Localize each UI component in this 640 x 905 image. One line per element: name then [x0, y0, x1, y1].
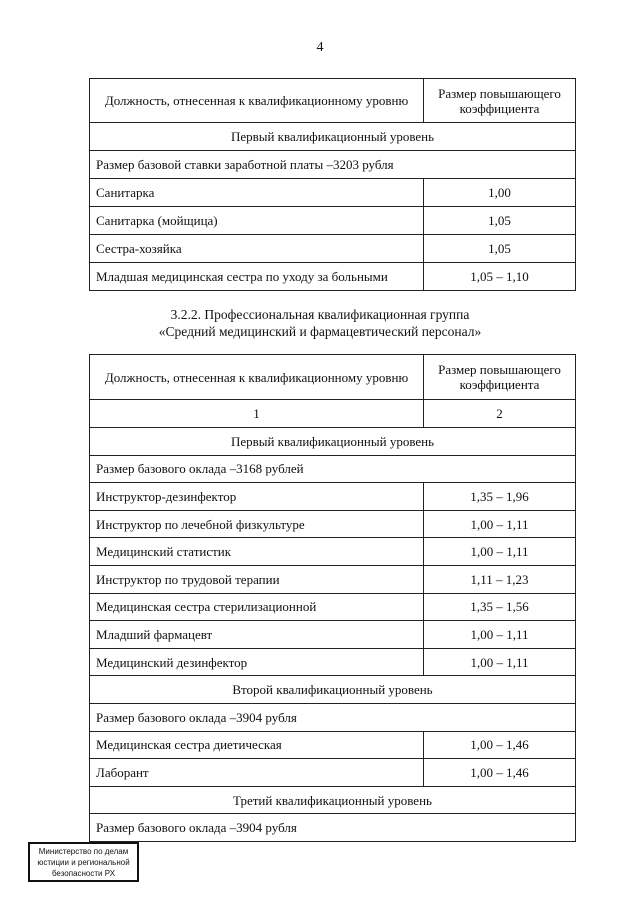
qualification-level-row: [90, 123, 576, 151]
position-name: Младшая медицинская сестра по уходу за больными: [90, 263, 424, 291]
column-number-row: [90, 400, 576, 428]
table-row: [90, 565, 576, 593]
position-name: Медицинский статистик: [90, 538, 424, 566]
qualification-level: Первый квалификационный уровень: [90, 428, 576, 456]
qualification-level-row: [90, 676, 576, 704]
ministry-stamp: [28, 842, 139, 882]
section-title-line-1: 3.2.2. Профессиональная квалификационная группа: [170, 307, 470, 322]
table-row: [90, 510, 576, 538]
position-name: Младший фармацевт: [90, 621, 424, 649]
stamp-line: безопасности РХ: [51, 869, 116, 878]
position-name: Сестра-хозяйка: [90, 235, 424, 263]
coefficient-value: 1,00 – 1,11: [424, 621, 576, 649]
table-row: [90, 538, 576, 566]
coefficient-value: 1,00 – 1,46: [424, 759, 576, 787]
position-name: Медицинский дезинфектор: [90, 648, 424, 676]
table-row: [90, 207, 576, 235]
position-name: Санитарка: [90, 179, 424, 207]
qualification-level: Первый квалификационный уровень: [90, 123, 576, 151]
coefficient-value: 1,05: [424, 235, 576, 263]
table-row: [90, 621, 576, 649]
coefficient-value: 1,35 – 1,96: [424, 483, 576, 511]
qualification-level-row: [90, 428, 576, 456]
position-name: Лаборант: [90, 759, 424, 787]
stamp-line: Министерство по делам: [38, 847, 129, 856]
base-salary-row: [90, 814, 576, 842]
table-row: [90, 759, 576, 787]
base-salary-row: [90, 151, 576, 179]
column-number-2: 2: [424, 400, 576, 428]
table-row: [90, 179, 576, 207]
header-position: Должность, отнесенная к квалификационному уровню: [90, 355, 424, 400]
coefficient-value: 1,05 – 1,10: [424, 263, 576, 291]
position-name: Санитарка (мойщица): [90, 207, 424, 235]
position-name: Медицинская сестра диетическая: [90, 731, 424, 759]
coefficient-value: 1,05: [424, 207, 576, 235]
coefficient-value: 1,35 – 1,56: [424, 593, 576, 621]
table-row: [90, 593, 576, 621]
table-row: [90, 648, 576, 676]
position-name: Инструктор-дезинфектор: [90, 483, 424, 511]
coefficient-value: 1,00 – 1,11: [424, 538, 576, 566]
coefficient-value: 1,00 – 1,11: [424, 648, 576, 676]
stamp-line: юстиции и региональной: [37, 858, 130, 867]
qualification-level: Второй квалификационный уровень: [90, 676, 576, 704]
base-salary-row: [90, 703, 576, 731]
qualification-level: Третий квалификационный уровень: [90, 786, 576, 814]
table-header-row: [90, 79, 576, 123]
coefficient-value: 1,00: [424, 179, 576, 207]
position-name: Инструктор по лечебной физкультуре: [90, 510, 424, 538]
base-salary: Размер базового оклада –3904 рубля: [90, 814, 576, 842]
coefficient-value: 1,00 – 1,11: [424, 510, 576, 538]
header-position: Должность, отнесенная к квалификационному уровню: [90, 79, 424, 123]
base-salary-row: [90, 455, 576, 483]
section-title-line-2: «Средний медицинский и фармацевтический персонал»: [158, 324, 482, 339]
base-salary: Размер базового оклада –3168 рублей: [90, 455, 576, 483]
qualification-table-2: [89, 354, 576, 842]
page-number: 4: [316, 40, 324, 55]
position-name: Медицинская сестра стерилизационной: [90, 593, 424, 621]
table-header-row: [90, 355, 576, 400]
table-row: [90, 263, 576, 291]
table-row: [90, 731, 576, 759]
table-row: [90, 483, 576, 511]
coefficient-value: 1,00 – 1,46: [424, 731, 576, 759]
qualification-table-1: [89, 78, 576, 291]
coefficient-value: 1,11 – 1,23: [424, 565, 576, 593]
section-title: [0, 306, 640, 340]
header-coefficient: Размер повышающего коэффициента: [424, 355, 576, 400]
position-name: Инструктор по трудовой терапии: [90, 565, 424, 593]
base-salary: Размер базового оклада –3904 рубля: [90, 703, 576, 731]
qualification-level-row: [90, 786, 576, 814]
table-row: [90, 235, 576, 263]
base-salary: Размер базовой ставки заработной платы –3203 рубля: [90, 151, 576, 179]
header-coefficient: Размер повышающего коэффициента: [424, 79, 576, 123]
column-number-1: 1: [90, 400, 424, 428]
